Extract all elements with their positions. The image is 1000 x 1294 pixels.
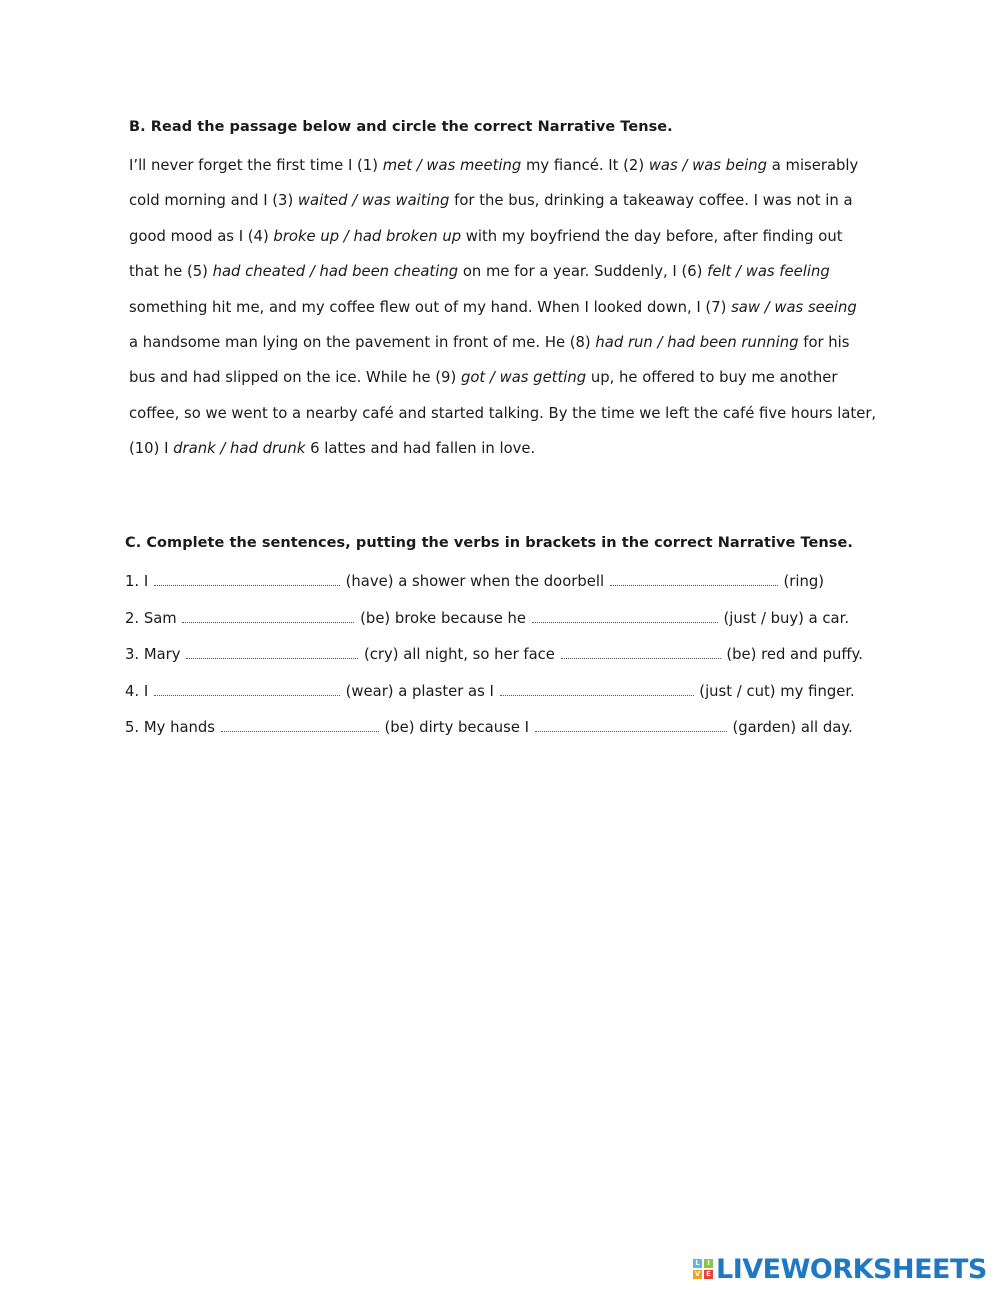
sentence-end: (be) red and puffy. [726,646,863,663]
sentence-number: 1. [125,573,140,590]
passage-text: for the bus, drinking a takeaway coffee. I was not in a [449,192,853,210]
tense-option[interactable]: was / was being [648,157,768,174]
logo-block: I [704,1259,713,1268]
sentence-item [125,710,905,747]
sentence-middle: (have) a shower when the doorbell [345,573,605,590]
section-c [125,535,905,747]
answer-blank[interactable] [186,646,358,659]
passage-text: on me for a year. Suddenly, I (6) [458,263,708,281]
logo-block: V [694,1270,701,1278]
tense-option[interactable]: had run / had been running [595,334,799,352]
answer-blank[interactable] [182,610,354,623]
answer-blank[interactable] [610,573,778,586]
logo-block: E [704,1270,713,1279]
tense-option[interactable]: saw / was seeing [731,298,857,316]
answer-blank[interactable] [221,719,379,732]
passage [129,148,889,467]
passage-text: I’ll never forget the first time I (1) [129,157,383,174]
passage-text: a handsome man lying on the pavement in front of me. He (8) [129,334,596,352]
sentence-subject: Mary [143,646,181,663]
passage-line [129,431,889,466]
sentence-subject: I [143,682,149,700]
tense-option[interactable]: broke up / had broken up [273,227,462,245]
passage-text: for his [798,334,850,352]
answer-blank[interactable] [500,683,694,696]
tense-option[interactable]: waited / was waiting [297,192,450,210]
sentence-middle: (be) broke because he [360,609,527,627]
passage-line [129,290,889,325]
passage-line [129,254,889,289]
answer-blank[interactable] [154,683,340,696]
passage-text: (10) I [129,440,174,458]
logo-text: LIVEWORKSHEETS [716,1253,987,1285]
sentence-number: 3. [125,646,140,663]
sentence-end: (just / buy) a car. [723,609,850,627]
passage-line [129,183,889,218]
sentence-middle: (be) dirty because I [384,719,529,736]
passage-text: cold morning and I (3) [129,192,298,210]
passage-line [129,360,889,395]
passage-text: that he (5) [129,263,213,281]
sentence-item [125,601,905,638]
sentence-subject: My hands [143,719,215,736]
answer-blank[interactable] [154,573,340,586]
passage-text: something hit me, and my coffee flew out of my hand. When I looked down, I (7) [129,298,732,316]
sentence-list [125,564,905,747]
sentence-middle: (cry) all night, so her face [363,646,555,663]
sentence-middle: (wear) a plaster as I [345,682,494,700]
tense-option[interactable]: drank / had drunk [173,440,306,458]
tense-option[interactable]: met / was meeting [382,157,522,174]
section-c-heading: C. Complete the sentences, putting the verbs in brackets in the correct Narrative Tense. [125,535,853,551]
answer-blank[interactable] [535,719,727,732]
section-b-heading: B. Read the passage below and circle the correct Narrative Tense. [129,119,673,135]
sentence-end: (ring) [783,573,825,590]
sentence-item [125,564,905,601]
passage-text: with my boyfriend the day before, after finding out [461,227,843,245]
passage-text: good mood as I (4) [129,227,274,245]
passage-text: a miserably [767,157,859,174]
sentence-number: 4. [125,682,140,700]
sentence-end: (garden) all day. [732,719,853,736]
passage-line [129,148,889,183]
passage-text: 6 lattes and had fallen in love. [305,440,536,458]
sentence-number: 2. [125,609,140,627]
sentence-item [125,674,905,711]
passage-text: bus and had slipped on the ice. While he (9) [129,369,461,387]
passage-text: up, he offered to buy me another [586,369,838,387]
logo-blocks-icon [693,1259,713,1279]
sentence-end: (just / cut) my finger. [699,682,855,700]
tense-option[interactable]: had cheated / had been cheating [212,263,459,281]
liveworksheets-logo [693,1254,987,1284]
passage-line [129,219,889,254]
sentence-item [125,637,905,674]
section-b [129,119,889,467]
sentence-number: 5. [125,719,140,736]
answer-blank[interactable] [532,610,718,623]
passage-line [129,325,889,360]
sentence-subject: Sam [143,609,177,627]
answer-blank[interactable] [561,646,721,659]
passage-text: my fiancé. It (2) [521,157,649,174]
passage-line [129,396,889,431]
logo-block: L [693,1259,702,1268]
sentence-subject: I [143,573,149,590]
passage-text: coffee, so we went to a nearby café and started talking. By the time we left the café five hours later, [129,404,877,422]
tense-option[interactable]: felt / was feeling [707,263,830,281]
tense-option[interactable]: got / was getting [460,369,587,387]
